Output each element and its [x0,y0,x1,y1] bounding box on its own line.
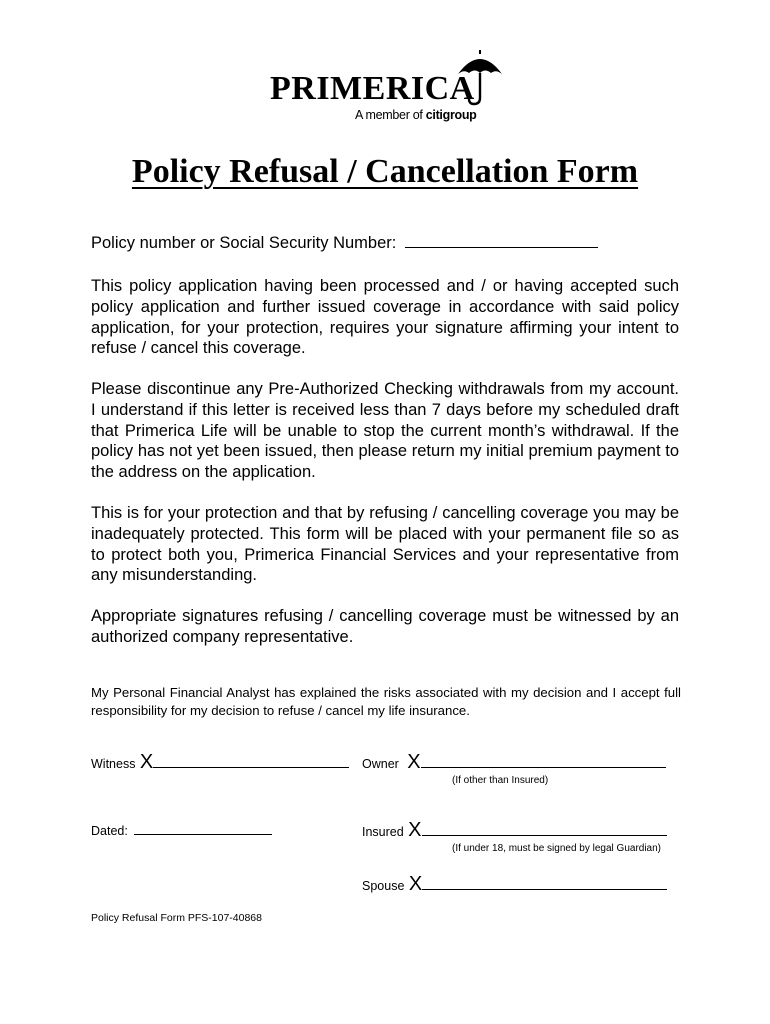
spouse-signature-row [362,874,667,895]
paragraph-protection: This is for your protection and that by refusing / cancelling coverage you may be inadequately protected. This form will be placed with your permanent file so as to protect both you, Primerica Financial Services and your representative from any misunderstanding. [91,504,679,585]
witness-signature-field[interactable] [153,767,349,768]
form-title: Policy Refusal / Cancellation Form [131,153,639,190]
logo-tagline [355,108,477,122]
tagline-brand: citigroup [425,108,477,122]
owner-label: Owner [362,757,399,771]
owner-x-mark: X [407,751,421,773]
insured-label: Insured [362,825,404,839]
owner-note: (If other than Insured) [452,775,549,786]
spouse-x-mark: X [408,873,423,895]
date-field[interactable] [134,834,272,835]
spouse-signature-field[interactable] [422,889,667,890]
owner-signature-field[interactable] [421,767,666,768]
form-footer-id: Policy Refusal Form PFS-107-40868 [91,912,262,924]
owner-signature-row [362,752,666,773]
paragraph-discontinue: Please discontinue any Pre-Authorized Checking withdrawals from my account. I understand if this letter is received less than 7 days before my scheduled draft that Primerica Life will be unable to stop the current month’s withdrawal. If the policy has not yet been issued, then please return my initial premium payment to the address on the application. [91,380,679,482]
acknowledgement-text: My Personal Financial Analyst has explained the risks associated with my decision and I accept full responsibility for my decision to refuse / cancel my life insurance. [91,685,681,718]
spouse-label: Spouse [362,879,405,893]
insured-signature-field[interactable] [422,835,667,836]
witness-signature-row [91,752,349,773]
dated-label: Dated: [91,824,128,838]
dated-row [91,822,272,840]
witness-x-mark: X [139,751,154,773]
insured-signature-row [362,820,667,841]
insured-note: (If under 18, must be signed by legal Guardian) [452,843,662,854]
tagline-prefix: A member of [355,108,423,122]
policy-number-field[interactable] [405,247,598,248]
primerica-logo-wordmark: PRIMERICA [270,70,475,107]
insured-x-mark: X [408,819,422,841]
paragraph-witness-requirement: Appropriate signatures refusing / cancelling coverage must be witnessed by an authorized company representative. [91,607,679,646]
umbrella-logo-icon [456,50,504,106]
paragraph-processing: This policy application having been processed and / or having accepted such policy application and further issued coverage in accordance with said policy application, for your protection, requires your signature affirming your intent to refuse / cancel this coverage. [91,277,679,358]
witness-label: Witness [91,757,136,771]
policy-number-row [91,234,598,253]
policy-number-label: Policy number or Social Security Number: [91,234,397,252]
